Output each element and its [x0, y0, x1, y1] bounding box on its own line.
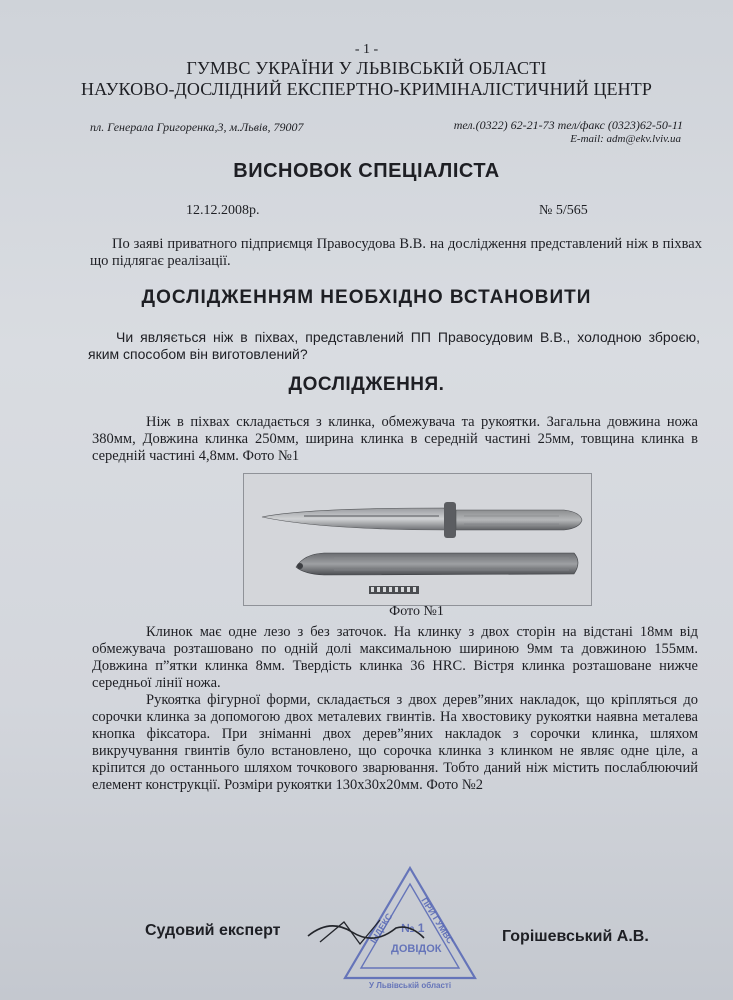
blade-paragraph: Клинок має одне лезо з без заточок. На клинку з двох сторін на відстані 18мм від обмежувача розташовано по одній долі максимальною шириною 9мм та довжиною 155мм. Довжина п”ятки клинка 8мм. Твердість клинка 36 HRC. Вістря клинка розташоване нижче середньої лінії ножа.: [92, 624, 698, 691]
document-title: ВИСНОВОК СПЕЦІАЛІСТА: [233, 160, 500, 182]
organization-address: пл. Генерала Григоренка,3, м.Львів, 79007: [90, 120, 304, 134]
document-date: 12.12.2008р.: [186, 203, 260, 218]
stamp-bottom-text: У Львівській області: [369, 981, 452, 990]
document-number: № 5/565: [539, 203, 588, 218]
knife-guard: [444, 502, 456, 538]
photo-caption: Фото №1: [389, 604, 444, 619]
stamp-left-text: ІНДЕКС: [368, 911, 395, 946]
task-heading: ДОСЛІДЖЕННЯМ НЕОБХІДНО ВСТАНОВИТИ: [141, 287, 592, 308]
organization-name: ГУМВС УКРАЇНИ У ЛЬВІВСЬКІЙ ОБЛАСТІ: [186, 58, 547, 78]
knife-description-paragraph: Ніж в піхвах складається з клинка, обмежувача та рукоятки. Загальна довжина ножа 380мм, Довжина клинка 250мм, ширина клинка в середній частині 25мм, товщина клинка в середній частині 4,8мм. Фото №1: [92, 414, 698, 464]
intro-paragraph: По заяві приватного підприємця Правосудова В.В. на дослідження представлений ніж в піхвах що підлягає реалізації.: [90, 236, 702, 269]
page-number: - 1 -: [354, 42, 379, 57]
organization-email: E-mail: adm@ekv.lviv.ua: [570, 133, 681, 145]
scale-ruler: [369, 586, 419, 594]
handwritten-signature: [300, 898, 430, 958]
organization-phone: тел.(0322) 62-21-73 тел/факс (0323)62-50-11: [453, 118, 683, 132]
signature-label: Судовий експерт: [145, 922, 281, 939]
stamp-center-text: ДОВІДОК: [391, 943, 442, 955]
research-question: Чи являється ніж в піхвах, представлений ПП Правосудовим В.В., холодною зброєю, яким способом він виготовлений?: [88, 329, 700, 362]
organization-department: НАУКОВО-ДОСЛІДНИЙ ЕКСПЕРТНО-КРИМІНАЛІСТИЧНИЙ ЦЕНТР: [81, 79, 652, 99]
signatory-name: Горішевський А.В.: [502, 928, 649, 945]
knife-blade: [262, 508, 449, 530]
knife-handle: [456, 510, 582, 530]
knife-photo: [243, 473, 592, 606]
stamp-top-text: ПРИ ГУМВС: [419, 895, 456, 946]
research-heading: ДОСЛІДЖЕННЯ.: [288, 374, 445, 395]
handle-paragraph: Рукоятка фігурної форми, складається з двох дерев”яних накладок, що кріпляться до сорочки клинка за допомогою двох металевих гвинтів. На хвостовику рукоятки наявна металева кнопка фіксатора. При зніманні двох дерев”яних накладок з сорочки клинка, шляхом викручування гвинтів було встановлено, що сорочка клинка з клинком не являє одне ціле, а кріпится до останнього шляхом точкового зварювання. Тобто даний ніж містить послаблюючий елемент конструкції. Розміри рукоятки 130х30х20мм. Фото №2: [92, 692, 698, 793]
stamp-number: № 1: [401, 921, 425, 935]
knife-sheath: [296, 553, 578, 575]
